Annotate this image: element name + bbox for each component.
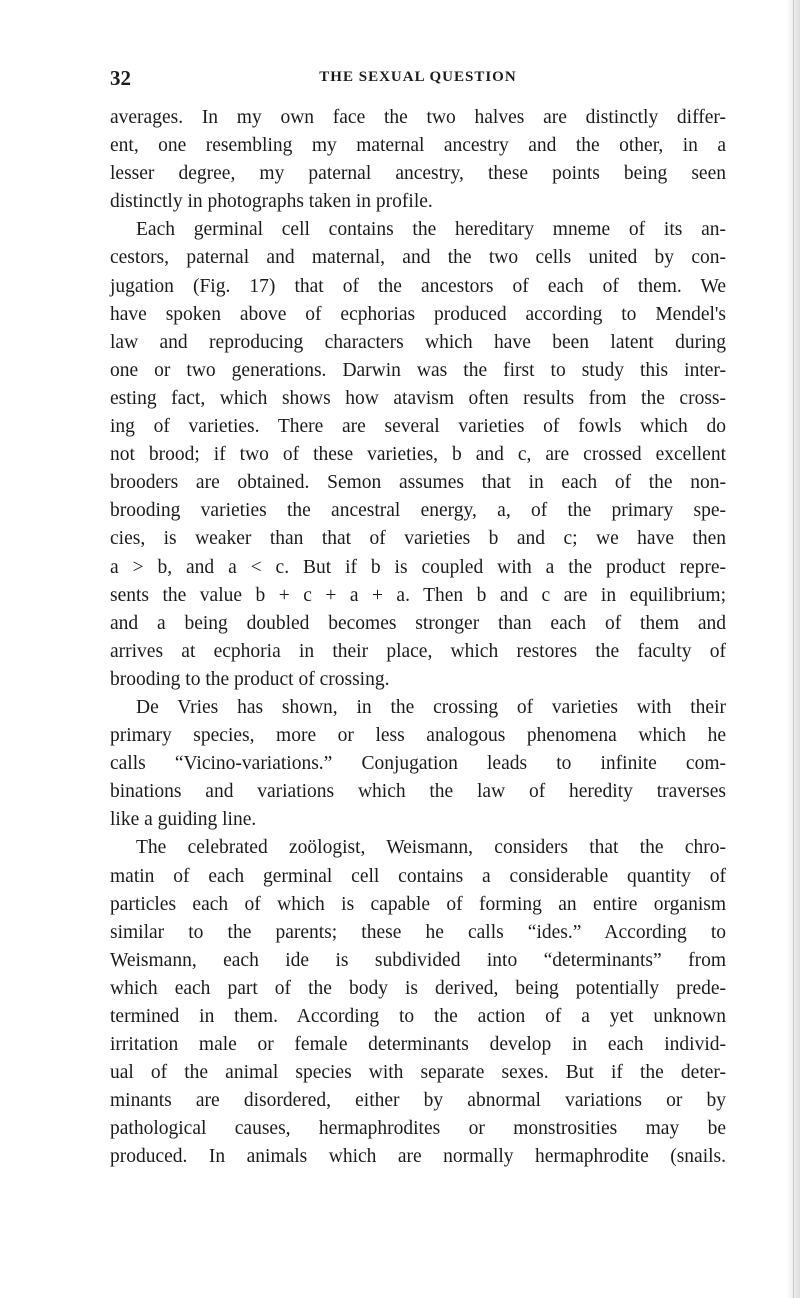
text-line: have spoken above of ecphorias produced according to Mendel's (110, 303, 726, 325)
text-line: brooding to the product of crossing. (110, 668, 390, 690)
text-line: arrives at ecphoria in their place, which restores the faculty of (110, 640, 726, 662)
text-line: not brood; if two of these varieties, b and c, are crossed excellent (110, 444, 726, 466)
text-line: minants are disordered, either by abnormal variations or by (110, 1090, 726, 1112)
text-line: one or two generations. Darwin was the first to study this inter- (110, 359, 726, 381)
text-line: particles each of which is capable of forming an entire organism (110, 893, 726, 915)
text-line: ing of varieties. There are several varieties of fowls which do (110, 416, 726, 438)
text-line: similar to the parents; these he calls “ides.” According to (110, 921, 726, 943)
text-line: Each germinal cell contains the hereditary mneme of its an- (136, 219, 726, 241)
text-line: termined in them. According to the action of a yet unknown (110, 1006, 726, 1027)
text-line: esting fact, which shows how atavism often results from the cross- (110, 387, 726, 409)
text-line: and a being doubled becomes stronger than each of them and (110, 612, 726, 634)
text-line: pathological causes, hermaphrodites or monstrosities may be (110, 1118, 726, 1140)
text-line: The celebrated zoölogist, Weismann, considers that the chro- (136, 837, 726, 859)
text-line: averages. In my own face the two halves are distinctly differ- (110, 107, 726, 128)
text-line: produced. In animals which are normally hermaphrodite (snails. (110, 1146, 726, 1168)
text-line: De Vries has shown, in the crossing of varieties with their (136, 696, 726, 718)
running-head (110, 66, 726, 92)
text-line: brooding varieties the ancestral energy, a, of the primary spe- (110, 500, 726, 522)
text-line: which each part of the body is derived, being potentially prede- (110, 977, 726, 999)
text-line: brooders are obtained. Semon assumes that in each of the non- (110, 472, 726, 494)
text-line: calls “Vicino-variations.” Conjugation leads to infinite com- (110, 753, 726, 775)
page-edge-line (793, 0, 794, 1298)
text-line: sents the value b + c + a + a. Then b and c are in equilibrium; (110, 584, 726, 606)
text-line: irritation male or female determinants develop in each individ- (110, 1034, 726, 1056)
page-number: 32 (110, 66, 131, 90)
text-line: matin of each germinal cell contains a considerable quantity of (110, 865, 726, 887)
text-line: like a guiding line. (110, 809, 257, 831)
text-line: law and reproducing characters which have been latent during (110, 331, 726, 353)
text-line: ent, one resembling my maternal ancestry and the other, in a (110, 135, 726, 157)
text-line: binations and variations which the law of heredity traverses (110, 781, 726, 803)
text-line: Weismann, each ide is subdivided into “determinants” from (110, 949, 726, 971)
text-line: lesser degree, my paternal ancestry, these points being seen (110, 163, 726, 185)
text-line: distinctly in photographs taken in profile. (110, 191, 433, 213)
text-line: cestors, paternal and maternal, and the two cells united by con- (110, 247, 726, 269)
text-line: cies, is weaker than that of varieties b and c; we have then (110, 528, 726, 550)
text-line: jugation (Fig. 17) that of the ancestors of each of them. We (110, 275, 726, 297)
body-text (110, 104, 726, 1172)
text-line: a > b, and a < c. But if b is coupled with a the product repre- (110, 556, 726, 578)
text-line: primary species, more or less analogous phenomena which he (110, 725, 726, 747)
running-title: THE SEXUAL QUESTION (319, 69, 517, 85)
text-line: ual of the animal species with separate sexes. But if the deter- (110, 1062, 726, 1084)
